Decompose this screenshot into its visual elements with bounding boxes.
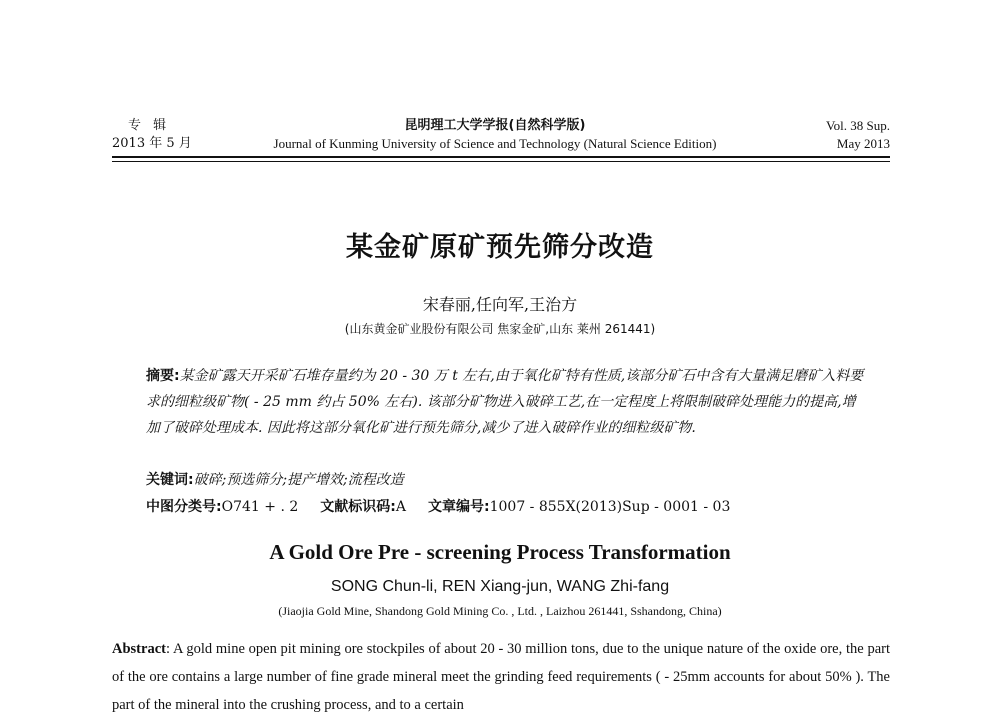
journal-header bbox=[225, 117, 765, 153]
header-rule-thin bbox=[112, 161, 890, 162]
doc-code-value: A bbox=[395, 499, 406, 515]
paper-title-en: A Gold Ore Pre - screening Process Transformation bbox=[269, 540, 731, 564]
clc-label: 中图分类号: bbox=[146, 499, 222, 515]
abstract-en bbox=[112, 635, 890, 719]
abstract-cn-label: 摘要: bbox=[146, 368, 180, 384]
article-number-value: 1007 - 855X(2013)Sup - 0001 - 03 bbox=[489, 499, 731, 515]
abstract-en-text: : A gold mine open pit mining ore stockpiles of about 20 - 30 million tons, due to the unique nature of the oxide ore, the part of the ore contains a large number of fine grade mineral meet the grinding feed requirements ( - 25mm accounts for about 50% ). The part of the mineral into the crushing process, and to a certain bbox=[112, 641, 890, 713]
header-left bbox=[112, 117, 202, 153]
header-rule-thick bbox=[112, 156, 890, 158]
paper-title-cn: 某金矿原矿预先筛分改造 bbox=[346, 232, 654, 263]
affiliation-en: (Jiaojia Gold Mine, Shandong Gold Mining Co. , Ltd. , Laizhou 261441, Sshandong, China) bbox=[278, 604, 722, 618]
abstract-en-label: Abstract bbox=[112, 641, 166, 657]
journal-name-en: Journal of Kunming University of Science and Technology (Natural Science Edition) bbox=[273, 136, 717, 151]
keywords-cn-label: 关键词: bbox=[146, 472, 194, 488]
clc-value: O741 + . 2 bbox=[221, 499, 299, 515]
header-right bbox=[826, 117, 890, 153]
journal-name-cn: 昆明理工大学学报(自然科学版) bbox=[404, 118, 586, 133]
keywords-cn-text: 破碎;预选筛分;提产增效;流程改造 bbox=[193, 472, 404, 488]
header-special-issue: 专 辑 bbox=[128, 118, 171, 133]
issue-date-en: May 2013 bbox=[836, 136, 890, 151]
affiliation-cn: (山东黄金矿业股份有限公司 焦家金矿,山东 莱州 261441) bbox=[344, 322, 656, 336]
abstract-cn bbox=[146, 363, 866, 441]
authors-en: SONG Chun-li, REN Xiang-jun, WANG Zhi-fang bbox=[330, 578, 670, 595]
volume-info: Vol. 38 Sup. bbox=[825, 118, 890, 133]
doc-code-label: 文献标识码: bbox=[320, 499, 396, 515]
article-number-label: 文章编号: bbox=[427, 499, 490, 515]
header-date-cn: 2013 年 5 月 bbox=[112, 136, 192, 151]
classification-line bbox=[146, 495, 730, 519]
abstract-cn-text: 某金矿露天开采矿石堆存量约为 20 - 30 万 t 左右,由于氧化矿特有性质,该部分矿石中含有大量满足磨矿入料要求的细粒级矿物( - 25 mm 约占 50% 左右). 该部分矿物进入破碎工艺,在一定程度上将限制破碎处理能力的提高,增加了破碎处理成本. 因此将这部分氧化矿进行预先筛分,减少了进入破碎作业的细粒级矿物. bbox=[146, 368, 864, 436]
authors-cn: 宋春丽,任向军,王治方 bbox=[422, 295, 578, 314]
keywords-cn bbox=[146, 467, 404, 493]
